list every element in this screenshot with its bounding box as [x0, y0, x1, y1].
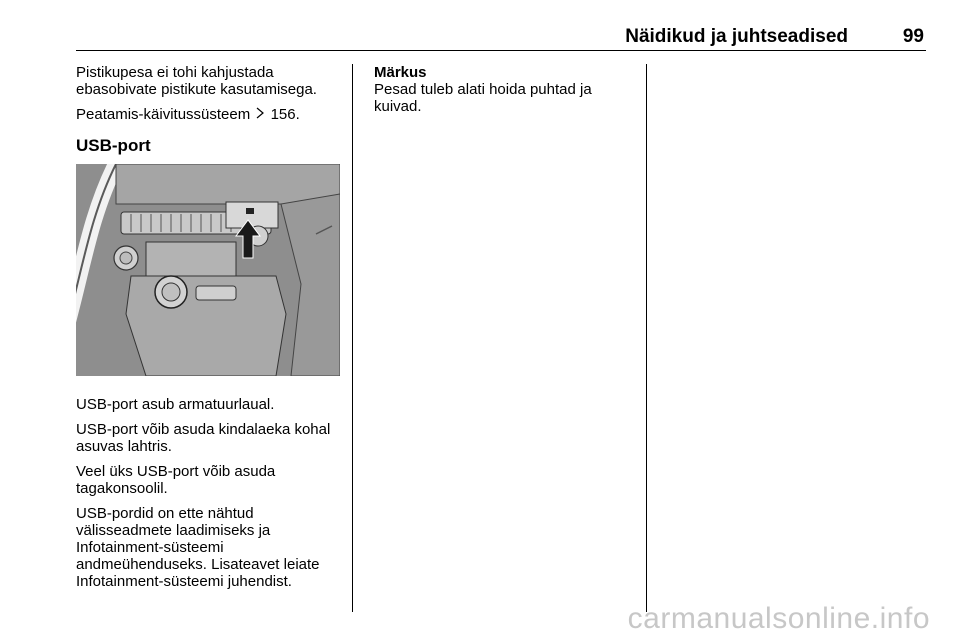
paragraph-usb-rear: Veel üks USB-port võib asuda tagakonsoolil. [76, 463, 276, 497]
paragraph-socket-warning: Pistikupesa ei tohi kahjustada ebasobivate pistikute kasutamisega. [76, 64, 317, 98]
section-heading-usb: USB-port [76, 136, 151, 155]
stop-start-page-ref[interactable]: 156. [270, 106, 300, 123]
paragraph-stop-start-ref [76, 106, 344, 123]
page-number: 99 [902, 26, 924, 47]
column-divider-1 [352, 64, 353, 612]
note-title: Märkus [374, 64, 427, 81]
column-divider-2 [646, 64, 647, 612]
column-left [76, 64, 344, 598]
page-header [76, 22, 926, 51]
paragraph-usb-glovebox: USB-port võib asuda kindalaeka kohal asuvas lahtris. [76, 421, 331, 455]
note-text: Pesad tuleb alati hoida puhtad ja kuivad. [374, 81, 592, 115]
column-middle [374, 64, 636, 123]
paragraph-usb-purpose: USB-pordid on ette nähtud välisseadmete laadimiseks ja Infotainment-süsteemi andmeühenduseks. Lisateavet leiate Infotainment-süsteemi juhendist. [76, 505, 320, 590]
arrow-ref-icon[interactable] [254, 107, 266, 119]
usb-port-dashboard-illustration [76, 164, 340, 376]
chapter-title: Näidikud ja juhtseadised [625, 26, 848, 47]
watermark: carmanualsonline.info [627, 602, 930, 635]
paragraph-usb-dashboard: USB-port asub armatuurlaual. [76, 396, 275, 413]
stop-start-text: Peatamis-käivitussüsteem [76, 106, 251, 123]
